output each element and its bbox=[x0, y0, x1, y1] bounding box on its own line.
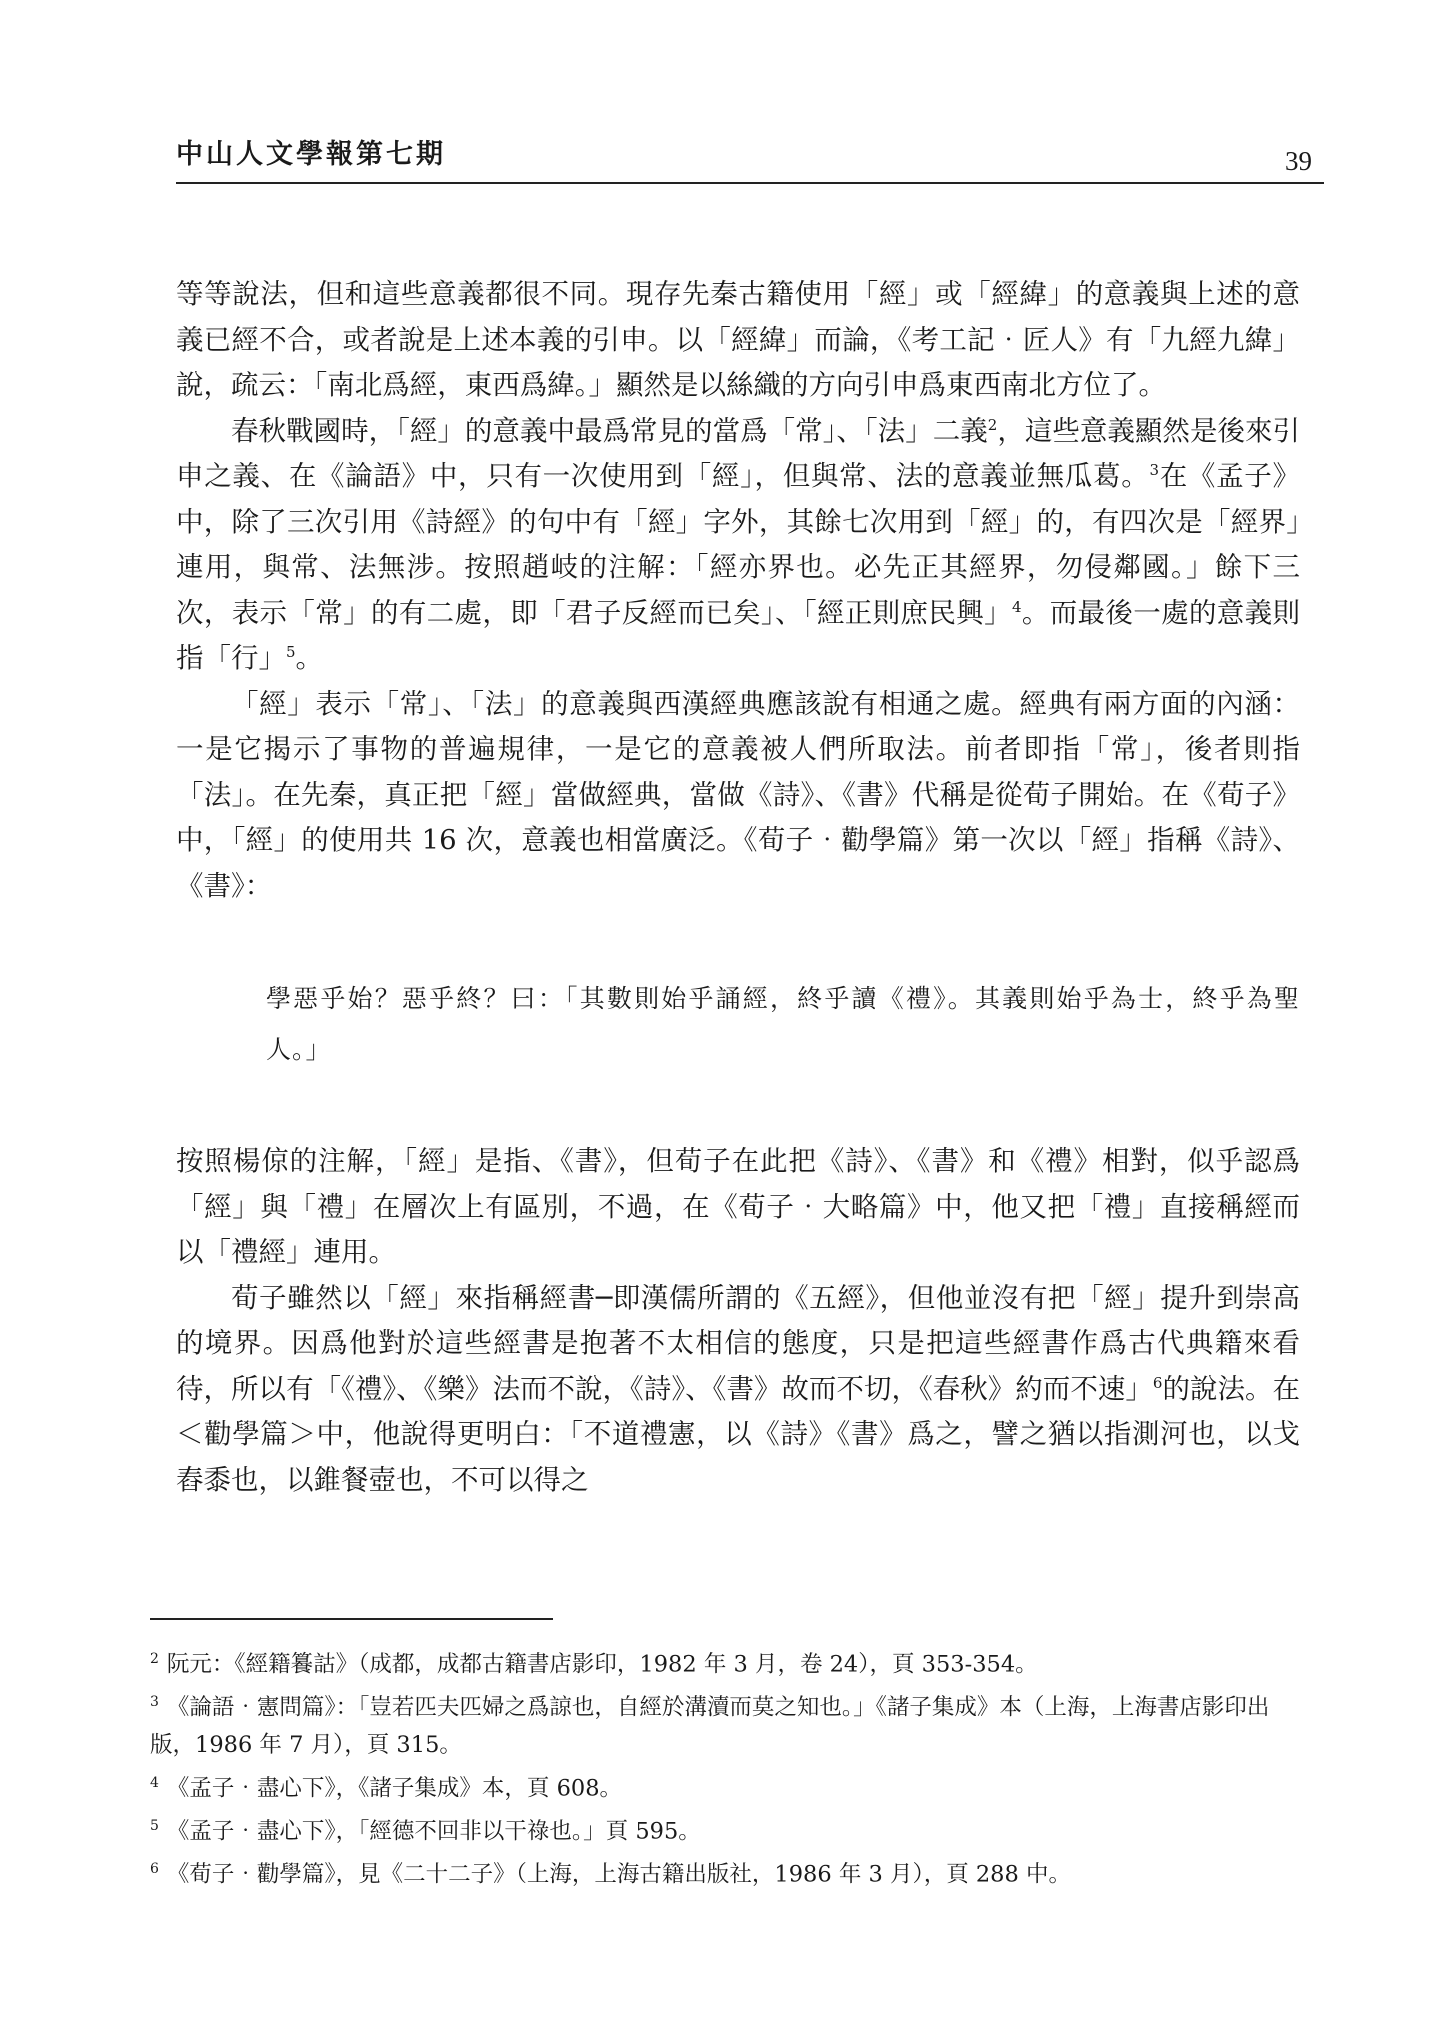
text-run: 春秋戰國時，「經」的意義中最爲常見的當爲「常」、「法」二義 bbox=[231, 414, 988, 447]
footnote-number: 3 bbox=[150, 1694, 159, 1710]
footnote-number: 5 bbox=[150, 1817, 159, 1834]
text-run: 。而最後一處的意義則指「行」 bbox=[176, 596, 1301, 674]
footnote-4 bbox=[150, 1765, 1280, 1808]
page-number: 39 bbox=[1285, 146, 1312, 176]
text-run: 荀子雖然以「經」來指稱經書─即漢儒所謂的《五經》，但他並沒有把「經」提升到崇高的境界。因爲他對於這些經書是抱著不太相信的態度，只是把這些經書作爲古代典籍來看待，所以有「《禮》、《樂》法而不說，《詩》、《書》故而不切，《春秋》約而不速」 bbox=[176, 1281, 1300, 1405]
footnote-6 bbox=[150, 1851, 1280, 1894]
paragraph-2 bbox=[176, 409, 1300, 682]
footnote-number: 6 bbox=[150, 1860, 159, 1877]
footnote-rule bbox=[150, 1618, 553, 1620]
header-rule bbox=[176, 182, 1324, 184]
footnote-text: 《孟子‧盡心下》，《諸子集成》本，頁 608。 bbox=[166, 1775, 623, 1801]
footnotes bbox=[150, 1641, 1280, 1894]
footnote-ref-3[interactable]: 3 bbox=[1149, 460, 1159, 479]
footnote-3 bbox=[150, 1684, 1280, 1765]
text-run: 的說法。在＜勸學篇＞中，他說得更明白：「不道禮憲，以《詩》《書》爲之，譬之猶以指測河也，以戈舂黍也，以錐餐壺也，不可以得之 bbox=[176, 1372, 1301, 1496]
paragraph-3: 「經」表示「常」、「法」的意義與西漢經典應該說有相通之處。經典有兩方面的內涵：一是它揭示了事物的普遍規律，一是它的意義被人們所取法。前者即指「常」，後者則指「法」。在先秦，真正把「經」當做經典，當做《詩》、《書》代稱是從荀子開始。在《荀子》中，「經」的使用共 16 次，意義也相當廣泛。《荀子‧勸學篇》第一次以「經」指稱《詩》、《書》： bbox=[176, 687, 1300, 902]
running-header bbox=[176, 120, 1324, 186]
footnote-ref-4[interactable]: 4 bbox=[1011, 597, 1022, 616]
footnote-2 bbox=[150, 1641, 1280, 1684]
text-run: 。 bbox=[295, 642, 324, 674]
footnote-ref-6[interactable]: 6 bbox=[1152, 1373, 1163, 1392]
main-text bbox=[176, 272, 1300, 1503]
footnote-text: 《孟子‧盡心下》，「經德不回非以干祿也。」頁 595。 bbox=[166, 1818, 701, 1844]
footnote-5 bbox=[150, 1808, 1280, 1851]
footnote-ref-2[interactable]: 2 bbox=[987, 415, 998, 434]
block-quote: 學惡乎始？惡乎終？曰：「其數則始乎誦經，終乎讀《禮》。其義則始乎為士，終乎為聖人。」 bbox=[266, 984, 1300, 1064]
footnote-text: 阮元：《經籍籑詁》（成都，成都古籍書店影印，1982 年 3 月，卷 24），頁 353-354。 bbox=[166, 1651, 1038, 1678]
paragraph-5 bbox=[176, 1276, 1300, 1504]
footnote-text: 《論語‧憲問篇》：「豈若匹夫匹婦之爲諒也，自經於溝瀆而莫之知也。」《諸子集成》本（上海，上海書店影印出版，1986 年 7 月），頁 315。 bbox=[150, 1694, 1270, 1758]
journal-title: 中山人文學報第七期 bbox=[176, 139, 446, 170]
footnote-number: 4 bbox=[150, 1774, 159, 1791]
paragraph-1: 等等說法，但和這些意義都很不同。現存先秦古籍使用「經」或「經緯」的意義與上述的意義已經不合，或者說是上述本義的引申。以「經緯」而論，《考工記‧匠人》有「九經九緯」說，疏云：「南北爲經，東西爲緯。」顯然是以絲織的方向引申爲東西南北方位了。 bbox=[176, 278, 1300, 401]
text-run: 在《孟子》中，除了三次引用《詩經》的句中有「經」字外，其餘七次用到「經」的，有四次是「經界」連用，與常、法無涉。按照趙岐的注解：「經亦界也。必先正其經界，勿侵鄰國。」餘下三次，表示「常」的有二處，即「君子反經而已矣」、「經正則庶民興」 bbox=[176, 460, 1301, 629]
footnote-text: 《荀子‧勸學篇》，見《二十二子》（上海，上海古籍出版社，1986 年 3 月），頁 288 中。 bbox=[166, 1861, 1071, 1887]
text-run: ，這些意義顯然是後來引申之義、在《論語》中，只有一次使用到「經」，但與常、法的意義並無瓜葛。 bbox=[176, 414, 1301, 492]
footnote-number: 2 bbox=[150, 1651, 159, 1667]
footnote-ref-5[interactable]: 5 bbox=[286, 642, 296, 661]
paragraph-4: 按照楊倞的注解，「經」是指、《書》，但荀子在此把《詩》、《書》和《禮》相對，似乎認爲「經」與「禮」在層次上有區別，不過，在《荀子‧大略篇》中，他又把「禮」直接稱經而以「禮經」連用。 bbox=[176, 1145, 1300, 1268]
